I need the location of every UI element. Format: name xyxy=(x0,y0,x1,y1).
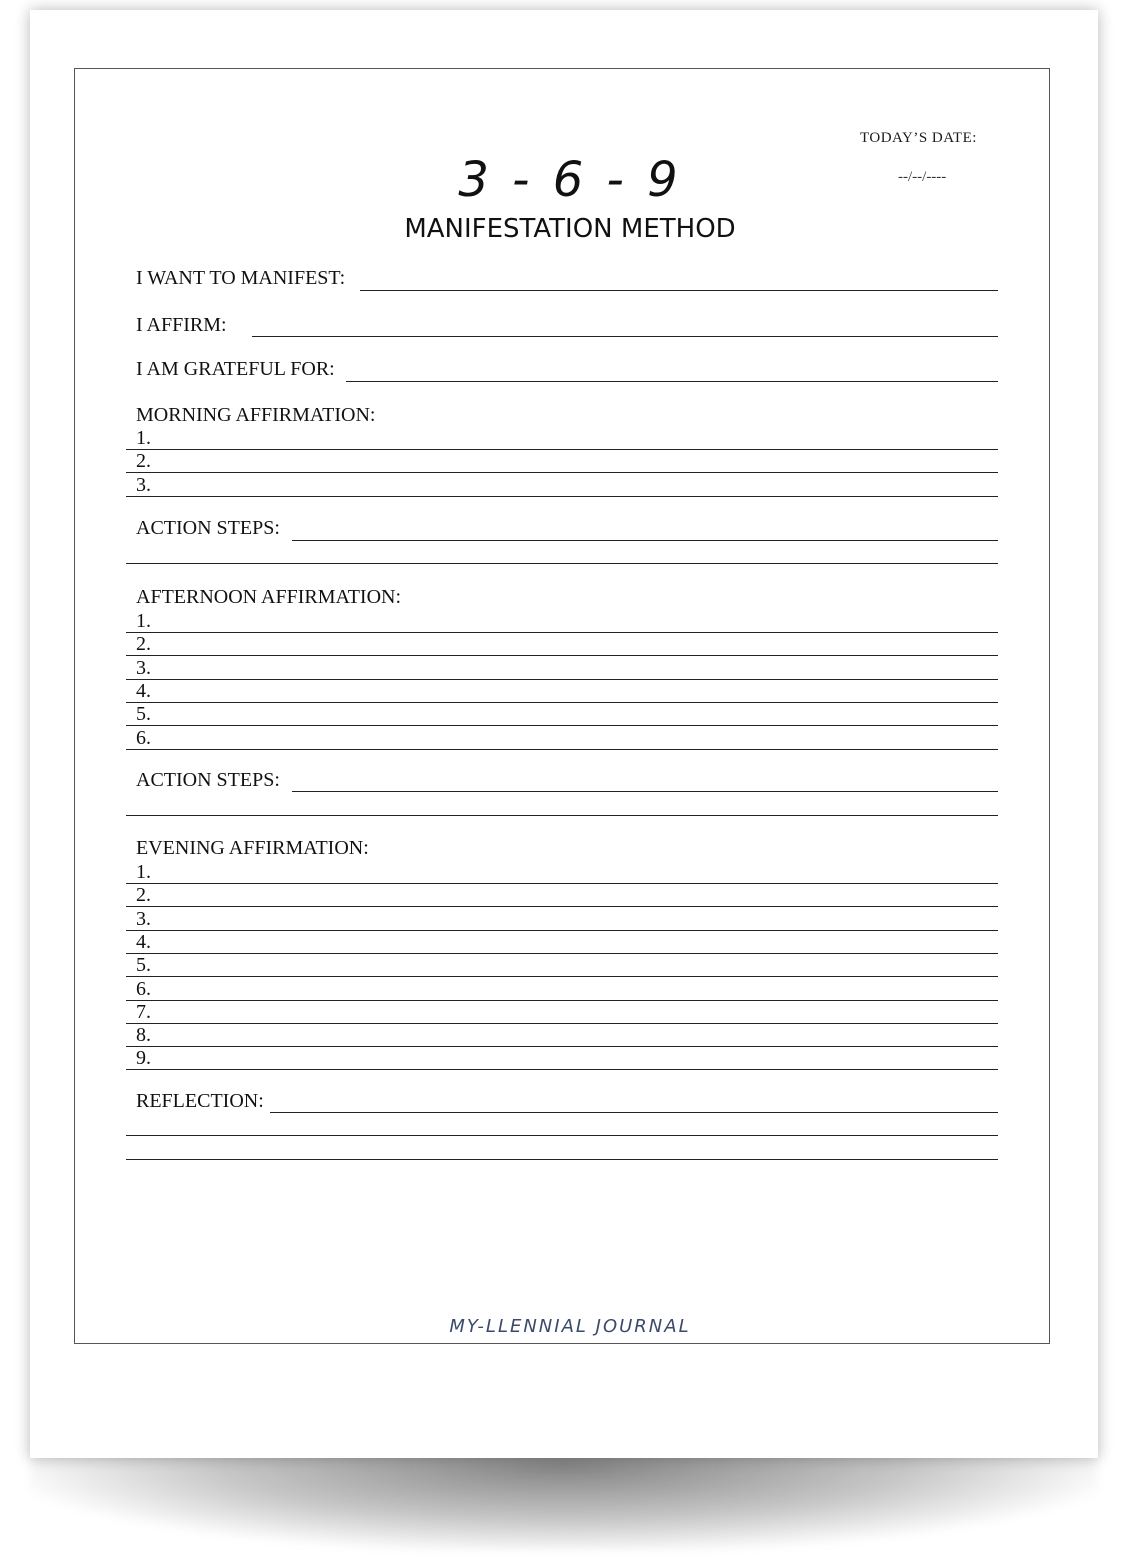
evening-affirmation-number-7: 7. xyxy=(136,1000,151,1023)
evening-affirmation-label: EVENING AFFIRMATION: xyxy=(136,837,369,859)
afternoon-affirmation-line-5[interactable] xyxy=(126,725,998,726)
evening-affirmation-number-5: 5. xyxy=(136,954,151,977)
evening-affirmation-line-6[interactable] xyxy=(126,1000,998,1001)
footer-brand: MY-LLENNIAL JOURNAL xyxy=(449,1316,691,1337)
evening-affirmation-number-4: 4. xyxy=(136,930,151,953)
reflection-line-2[interactable] xyxy=(126,1135,998,1136)
afternoon-affirmation-line-3[interactable] xyxy=(126,679,998,680)
morning-affirmation-label: MORNING AFFIRMATION: xyxy=(136,404,376,426)
page-border xyxy=(74,68,1050,1344)
reflection-line-1[interactable] xyxy=(270,1112,998,1113)
afternoon-affirmation-line-2[interactable] xyxy=(126,655,998,656)
action-steps-label-2: ACTION STEPS: xyxy=(136,769,280,791)
afternoon-affirmation-number-6: 6. xyxy=(136,726,151,749)
afternoon-affirmation-number-3: 3. xyxy=(136,656,151,679)
afternoon-affirmation-number-4: 4. xyxy=(136,679,151,702)
todays-date-field[interactable]: --/--/---- xyxy=(898,169,947,185)
manifest-label: I WANT TO MANIFEST: xyxy=(136,267,346,289)
evening-affirmation-line-2[interactable] xyxy=(126,906,998,907)
evening-affirmation-number-2: 2. xyxy=(136,884,151,907)
page-title-numbers: 3 - 6 - 9 xyxy=(458,152,682,208)
morning-affirmation-number-2: 2. xyxy=(136,450,151,473)
afternoon-affirmation-number-1: 1. xyxy=(136,610,151,632)
afternoon-affirmation-line-6[interactable] xyxy=(126,749,998,750)
grateful-line[interactable] xyxy=(346,381,998,382)
morning-affirmation-line-1[interactable] xyxy=(126,449,998,450)
evening-affirmation-number-1: 1. xyxy=(136,861,151,883)
evening-affirmation-number-6: 6. xyxy=(136,977,151,1000)
evening-affirmation-number-9: 9. xyxy=(136,1047,151,1070)
evening-affirmation-line-8[interactable] xyxy=(126,1046,998,1047)
evening-affirmation-line-1[interactable] xyxy=(126,883,998,884)
evening-affirmation-line-4[interactable] xyxy=(126,953,998,954)
reflection-label: REFLECTION: xyxy=(136,1090,264,1112)
affirm-label: I AFFIRM: xyxy=(136,314,227,336)
afternoon-affirmation-line-4[interactable] xyxy=(126,702,998,703)
todays-date-label: TODAY’S DATE: xyxy=(860,130,977,146)
action-steps-line-1b[interactable] xyxy=(126,563,998,564)
afternoon-affirmation-label: AFTERNOON AFFIRMATION: xyxy=(136,586,402,608)
manifest-line[interactable] xyxy=(360,290,998,291)
morning-affirmation-line-3[interactable] xyxy=(126,496,998,497)
evening-affirmation-line-7[interactable] xyxy=(126,1023,998,1024)
evening-affirmation-line-9[interactable] xyxy=(126,1069,998,1070)
page-title: MANIFESTATION METHOD xyxy=(404,214,736,244)
action-steps-label-1: ACTION STEPS: xyxy=(136,517,280,539)
evening-affirmation-number-8: 8. xyxy=(136,1024,151,1047)
affirm-line[interactable] xyxy=(252,336,998,337)
reflection-line-3[interactable] xyxy=(126,1159,998,1160)
evening-affirmation-line-5[interactable] xyxy=(126,976,998,977)
evening-affirmation-number-3: 3. xyxy=(136,907,151,930)
morning-affirmation-number-3: 3. xyxy=(136,473,151,496)
action-steps-line-1a[interactable] xyxy=(292,540,998,541)
morning-affirmation-number-1: 1. xyxy=(136,427,151,449)
action-steps-line-2a[interactable] xyxy=(292,791,998,792)
action-steps-line-2b[interactable] xyxy=(126,815,998,816)
grateful-label: I AM GRATEFUL FOR: xyxy=(136,358,335,380)
afternoon-affirmation-number-5: 5. xyxy=(136,703,151,726)
evening-affirmation-line-3[interactable] xyxy=(126,930,998,931)
afternoon-affirmation-number-2: 2. xyxy=(136,633,151,656)
morning-affirmation-line-2[interactable] xyxy=(126,472,998,473)
afternoon-affirmation-line-1[interactable] xyxy=(126,632,998,633)
